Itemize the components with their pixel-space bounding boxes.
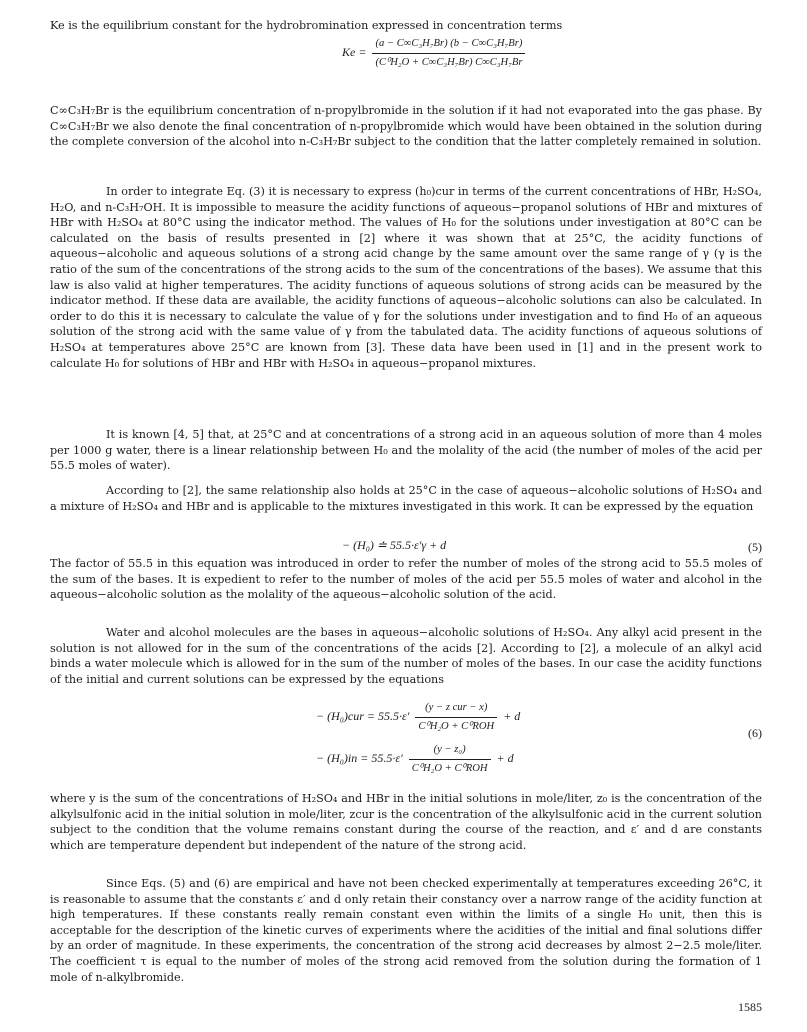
equation-6-initial-numerator: (y − z₀) <box>433 744 466 755</box>
equation-5-number: (5) <box>748 540 762 554</box>
paragraph-water-alcohol-bases: Water and alcohol molecules are the bases in aqueous−alcoholic solutions of H₂SO₄. Any alkyl acid present in the solution is not allowed for in the sum of the concentrations of the acids [2]. According to [2], a molecule of an alkyl acid binds a water molecule which is allowed for in the sum of the number of moles of the bases. In our case the acidity functions of the initial and current solutions can be expressed by the equations <box>50 626 762 686</box>
equation-6-current-tail: + d <box>503 708 521 723</box>
equation-6-current-lhs: − (H₀)cur = 55.5·ε′ <box>316 708 410 723</box>
paragraph-variable-definitions: where y is the sum of the concentrations of H₂SO₄ and HBr in the initial solutions in mole/liter, z₀ is the concentration of the alkylsulfonic acid in the initial solution in mole/liter, zcur is the concentration of the alkylsulfonic acid in the current solution subject to the condition that the volume remains constant during the course of the reaction, and ε′ and d are constants which are temperature dependent but independent of the nature of the strong acid. <box>50 792 762 852</box>
paragraph-equilibrium-concentration: C∞C₃H₇Br is the equilibrium concentration of n-propylbromide in the solution if it had not evaporated into the gas phase. By C∞C₃H₇Br we also denote the final concentration of n-propylbromide which would have been obtained in the solution during the complete conversion of the alcohol into n-C₃H₇Br subject to the condition that the latter completely remained in solution. <box>50 104 762 149</box>
equation-5: − (H₀) ≐ 55.5·ε′γ + d <box>342 538 447 552</box>
equation-6-number: (6) <box>748 726 762 740</box>
equation-6-initial-fraction <box>409 742 491 776</box>
equation-6-initial-denominator: C⁰H₂O + C⁰ROH <box>409 759 491 777</box>
paragraph-linear-relationship: It is known [4, 5] that, at 25°C and at concentrations of a strong acid in an aqueous solution of more than 4 moles per 1000 g water, there is a linear relationship between H₀ and the molality of the acid (the number of moles of the acid per 55.5 moles of water). <box>50 428 762 473</box>
equation-6-initial-tail: + d <box>496 750 514 765</box>
equation-ke-fraction <box>372 36 525 70</box>
equation-ke-denominator: (C⁰H₂O + C∞C₃H₇Br) C∞C₃H₇Br <box>372 53 525 71</box>
equation-6-current-fraction <box>415 700 497 734</box>
equation-ke <box>342 36 528 70</box>
equation-6-current-numerator: (y − z cur − x) <box>425 702 488 713</box>
paragraph-acidity-integration: In order to integrate Eq. (3) it is necessary to express (h₀)cur in terms of the current concentrations of HBr, H₂SO₄, H₂O, and n-C₃H₇OH. It is impossible to measure the acidity functions of aqueous−propanol solutions of HBr and mixtures of HBr with H₂SO₄ at 80°C using the indicator method. The values of H₀ for the solutions under investigation at 80°C can be calculated on the basis of results presented in [2] where it was shown that at 25°C, the acidity functions of aqueous−alcoholic and aqueous solutions of a strong acid change by the same amount over the same range of γ (γ is the ratio of the sum of the concentrations of the strong acids to the sum of the concentrations of the bases). We assume that this law is also valid at higher temperatures. The acidity functions of aqueous solutions of strong acids can be measured by the indicator method. If these data are available, the acidity functions of aqueous−alcoholic solutions can also be calculated. In order to do this it is necessary to calculate the value of γ for the solutions under investigation and to find H₀ of an aqueous solution of the strong acid with the same value of γ from the tabulated data. The acidity functions of aqueous solutions of H₂SO₄ at temperatures above 25°C are known from [3]. These data have been used in [1] and in the present work to calculate H₀ for solutions of HBr and HBr with H₂SO₄ in aqueous−propanol mixtures. <box>50 185 762 370</box>
equation-6-current-denominator: C⁰H₂O + C⁰ROH <box>415 717 497 735</box>
paragraph-empirical-equations: Since Eqs. (5) and (6) are empirical and have not been checked experimentally at temperatures exceeding 26°C, it is reasonable to assume that the constants ε′ and d only retain their constancy over a narrow range of the acidity function at high temperatures. If these constants really remain constant even within the limits of a single H₀ unit, then this is acceptable for the description of the kinetic curves of experiments where the acidities of the initial and final solutions differ by an order of magnitude. In these experiments, the concentration of the strong acid decreases by almost 2−2.5 mole/liter. The coefficient τ is equal to the number of moles of the strong acid removed from the solution during the formation of 1 mole of n-alkylbromide. <box>50 877 762 984</box>
equation-ke-lhs: Ke = <box>342 44 367 59</box>
equation-6-initial <box>316 742 514 776</box>
equation-ke-numerator: (a − C∞C₃H₇Br) (b − C∞C₃H₇Br) <box>375 38 523 49</box>
page-number: 1585 <box>738 1000 762 1014</box>
equation-6-current <box>316 700 520 734</box>
equation-6-initial-lhs: − (H₀)in = 55.5·ε′ <box>316 750 403 765</box>
paragraph-factor-55-5: The factor of 55.5 in this equation was introduced in order to refer the number of moles of the strong acid to 55.5 moles of the sum of the bases. It is expedient to refer to the number of moles of the acid per 55.5 moles of water and alcohol in the aqueous−alcoholic solution as the molality of the aqueous−alcoholic solution of the acid. <box>50 557 762 602</box>
paragraph-ke-definition: Ke is the equilibrium constant for the hydrobromination expressed in concentration terms <box>50 19 563 32</box>
paragraph-aqueous-alcoholic: According to [2], the same relationship also holds at 25°C in the case of aqueous−alcoholic solutions of H₂SO₄ and a mixture of H₂SO₄ and HBr and is applicable to the mixtures investigated in this work. It can be expressed by the equation <box>50 484 762 513</box>
